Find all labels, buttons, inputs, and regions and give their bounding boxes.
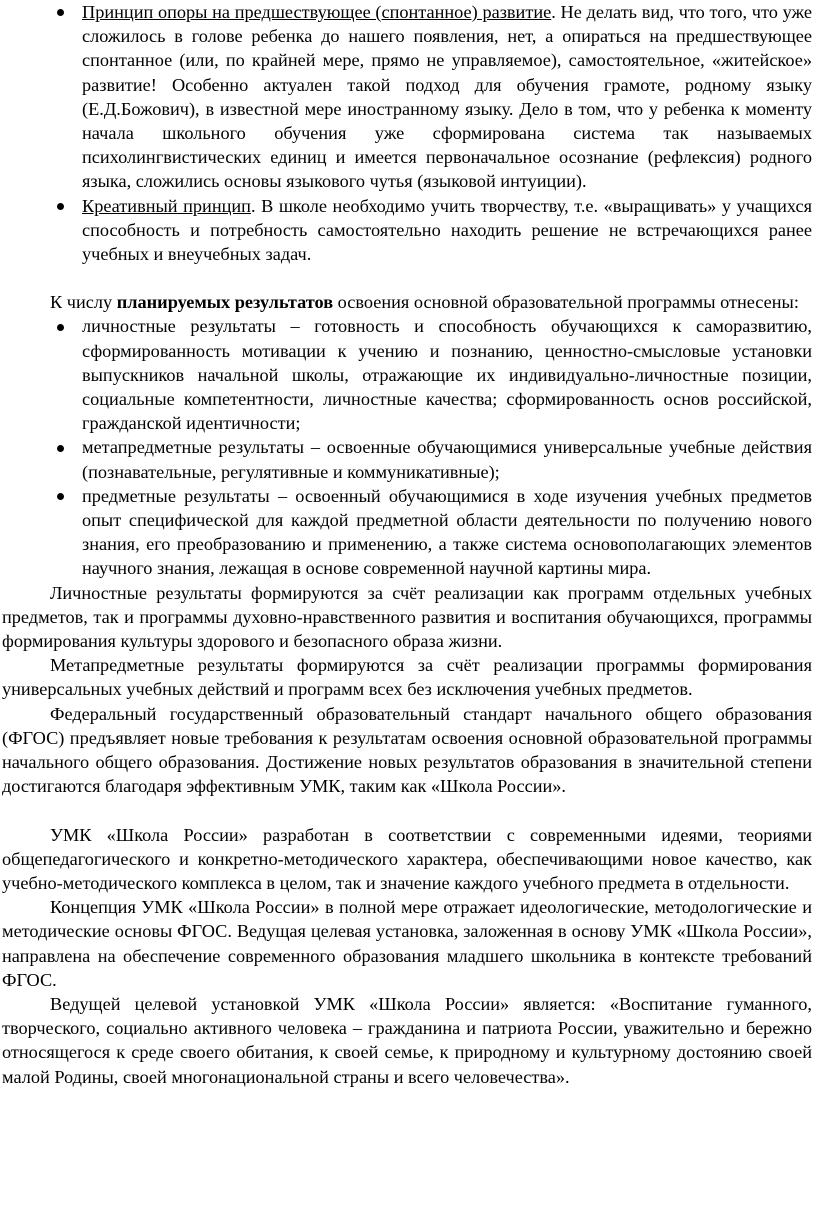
principle-name: Креативный принцип	[82, 195, 251, 216]
paragraph: Личностные результаты формируются за счёт реализации как программ отдельных учебных предметов, так и программы духовно-нравственного развития и воспитания обучающихся, программы формирования культуры здорового и безопасного образа жизни.	[2, 582, 812, 652]
result-item: метапредметные результаты – освоенные обучающимися универсальные учебные действия (познавательные, регулятивные и коммуникативные);	[2, 435, 812, 483]
result-item: личностные результаты – готовность и способность обучающихся к саморазвитию, сформированность мотивации к учению и познанию, ценностно-смысловые установки выпускников начальной школы, отражающие их индивидуально-личностные позиции, социальные компетентности, личностные качества; сформированность основ российской, гражданской идентичности;	[2, 314, 812, 435]
bullet-icon	[55, 484, 65, 508]
paragraph: Концепция УМК «Школа России» в полной мере отражает идеологические, методологические и методические основы ФГОС. Ведущая целевая установка, заложенная в основу УМК «Школа России», направлена на обеспечение современного образования младшего школьника в контексте требований ФГОС.	[2, 897, 812, 990]
paragraph: Федеральный государственный образовательный стандарт начального общего образования (ФГОС) предъявляет новые требования к результатам освоения основной образовательной программы начального общего образования. Достижение новых результатов образования в значительной степени достигаются благодаря эффективным УМК, таким как «Школа России».	[2, 703, 812, 797]
principle-item	[2, 194, 812, 267]
bullet-icon	[55, 0, 65, 24]
paragraph: УМК «Школа России» разработан в соответствии с современными идеями, теориями общепедагогического и конкретно-методического характера, обеспечивающими новое качество, как учебно-методического комплекса в целом, так и значение каждого учебного предмета в отдельности.	[2, 824, 812, 893]
bullet-icon	[55, 314, 65, 338]
bullet-icon	[55, 435, 65, 459]
results-intro: К числу планируемых результатов освоения основной образовательной программы отнесены:	[50, 292, 799, 313]
principle-text: . Не делать вид, что того, что уже сложилось в голове ребенка до нашего появления, нет, а опираться на предшествующее спонтанное (или, по крайней мере, прямо не управляемое), самостоятельное, «житейское» развитие! Особенно актуален такой подход для обучения грамоте, родному языку (Е.Д.Божович), в известной мере иностранному языку. Дело в том, что у ребенка к моменту начала школьного обучения уже сформирована система так называемых психолингвистических единиц и имеется первоначальное осознание (рефлексия) родного языка, сложились основы языкового чутья (языковой интуиции).	[82, 2, 812, 192]
paragraph: Метапредметные результаты формируются за счёт реализации программы формирования универсальных учебных действий и программ всех без исключения учебных предметов.	[2, 655, 812, 700]
spacer	[2, 799, 812, 823]
spacer	[2, 266, 812, 290]
result-item: предметные результаты – освоенный обучающимися в ходе изучения учебных предметов опыт специфической для каждой предметной области деятельности по получению нового знания, его преобразованию и применению, а также система основополагающих элементов научного знания, лежащая в основе современной научной картины мира.	[2, 484, 812, 581]
results-intro-bold: планируемых результатов	[116, 292, 334, 313]
paragraph: Ведущей целевой установкой УМК «Школа России» является: «Воспитание гуманного, творческого, социально активного человека – гражданина и патриота России, уважительно и бережно относящегося к среде своего обитания, к своей семье, к природному и культурному достоянию своей малой Родины, своей многонациональной страны и всего человечества».	[2, 993, 812, 1087]
principle-name: Принцип опоры на предшествующее (спонтанное) развитие	[82, 2, 552, 22]
principle-item	[2, 0, 812, 194]
principle-text: . В школе необходимо учить творчеству, т.е. «выращивать» у учащихся способность и потребность самостоятельно находить решение не встречающихся ранее учебных и внеучебных задач.	[82, 195, 813, 265]
bullet-icon	[55, 194, 65, 218]
